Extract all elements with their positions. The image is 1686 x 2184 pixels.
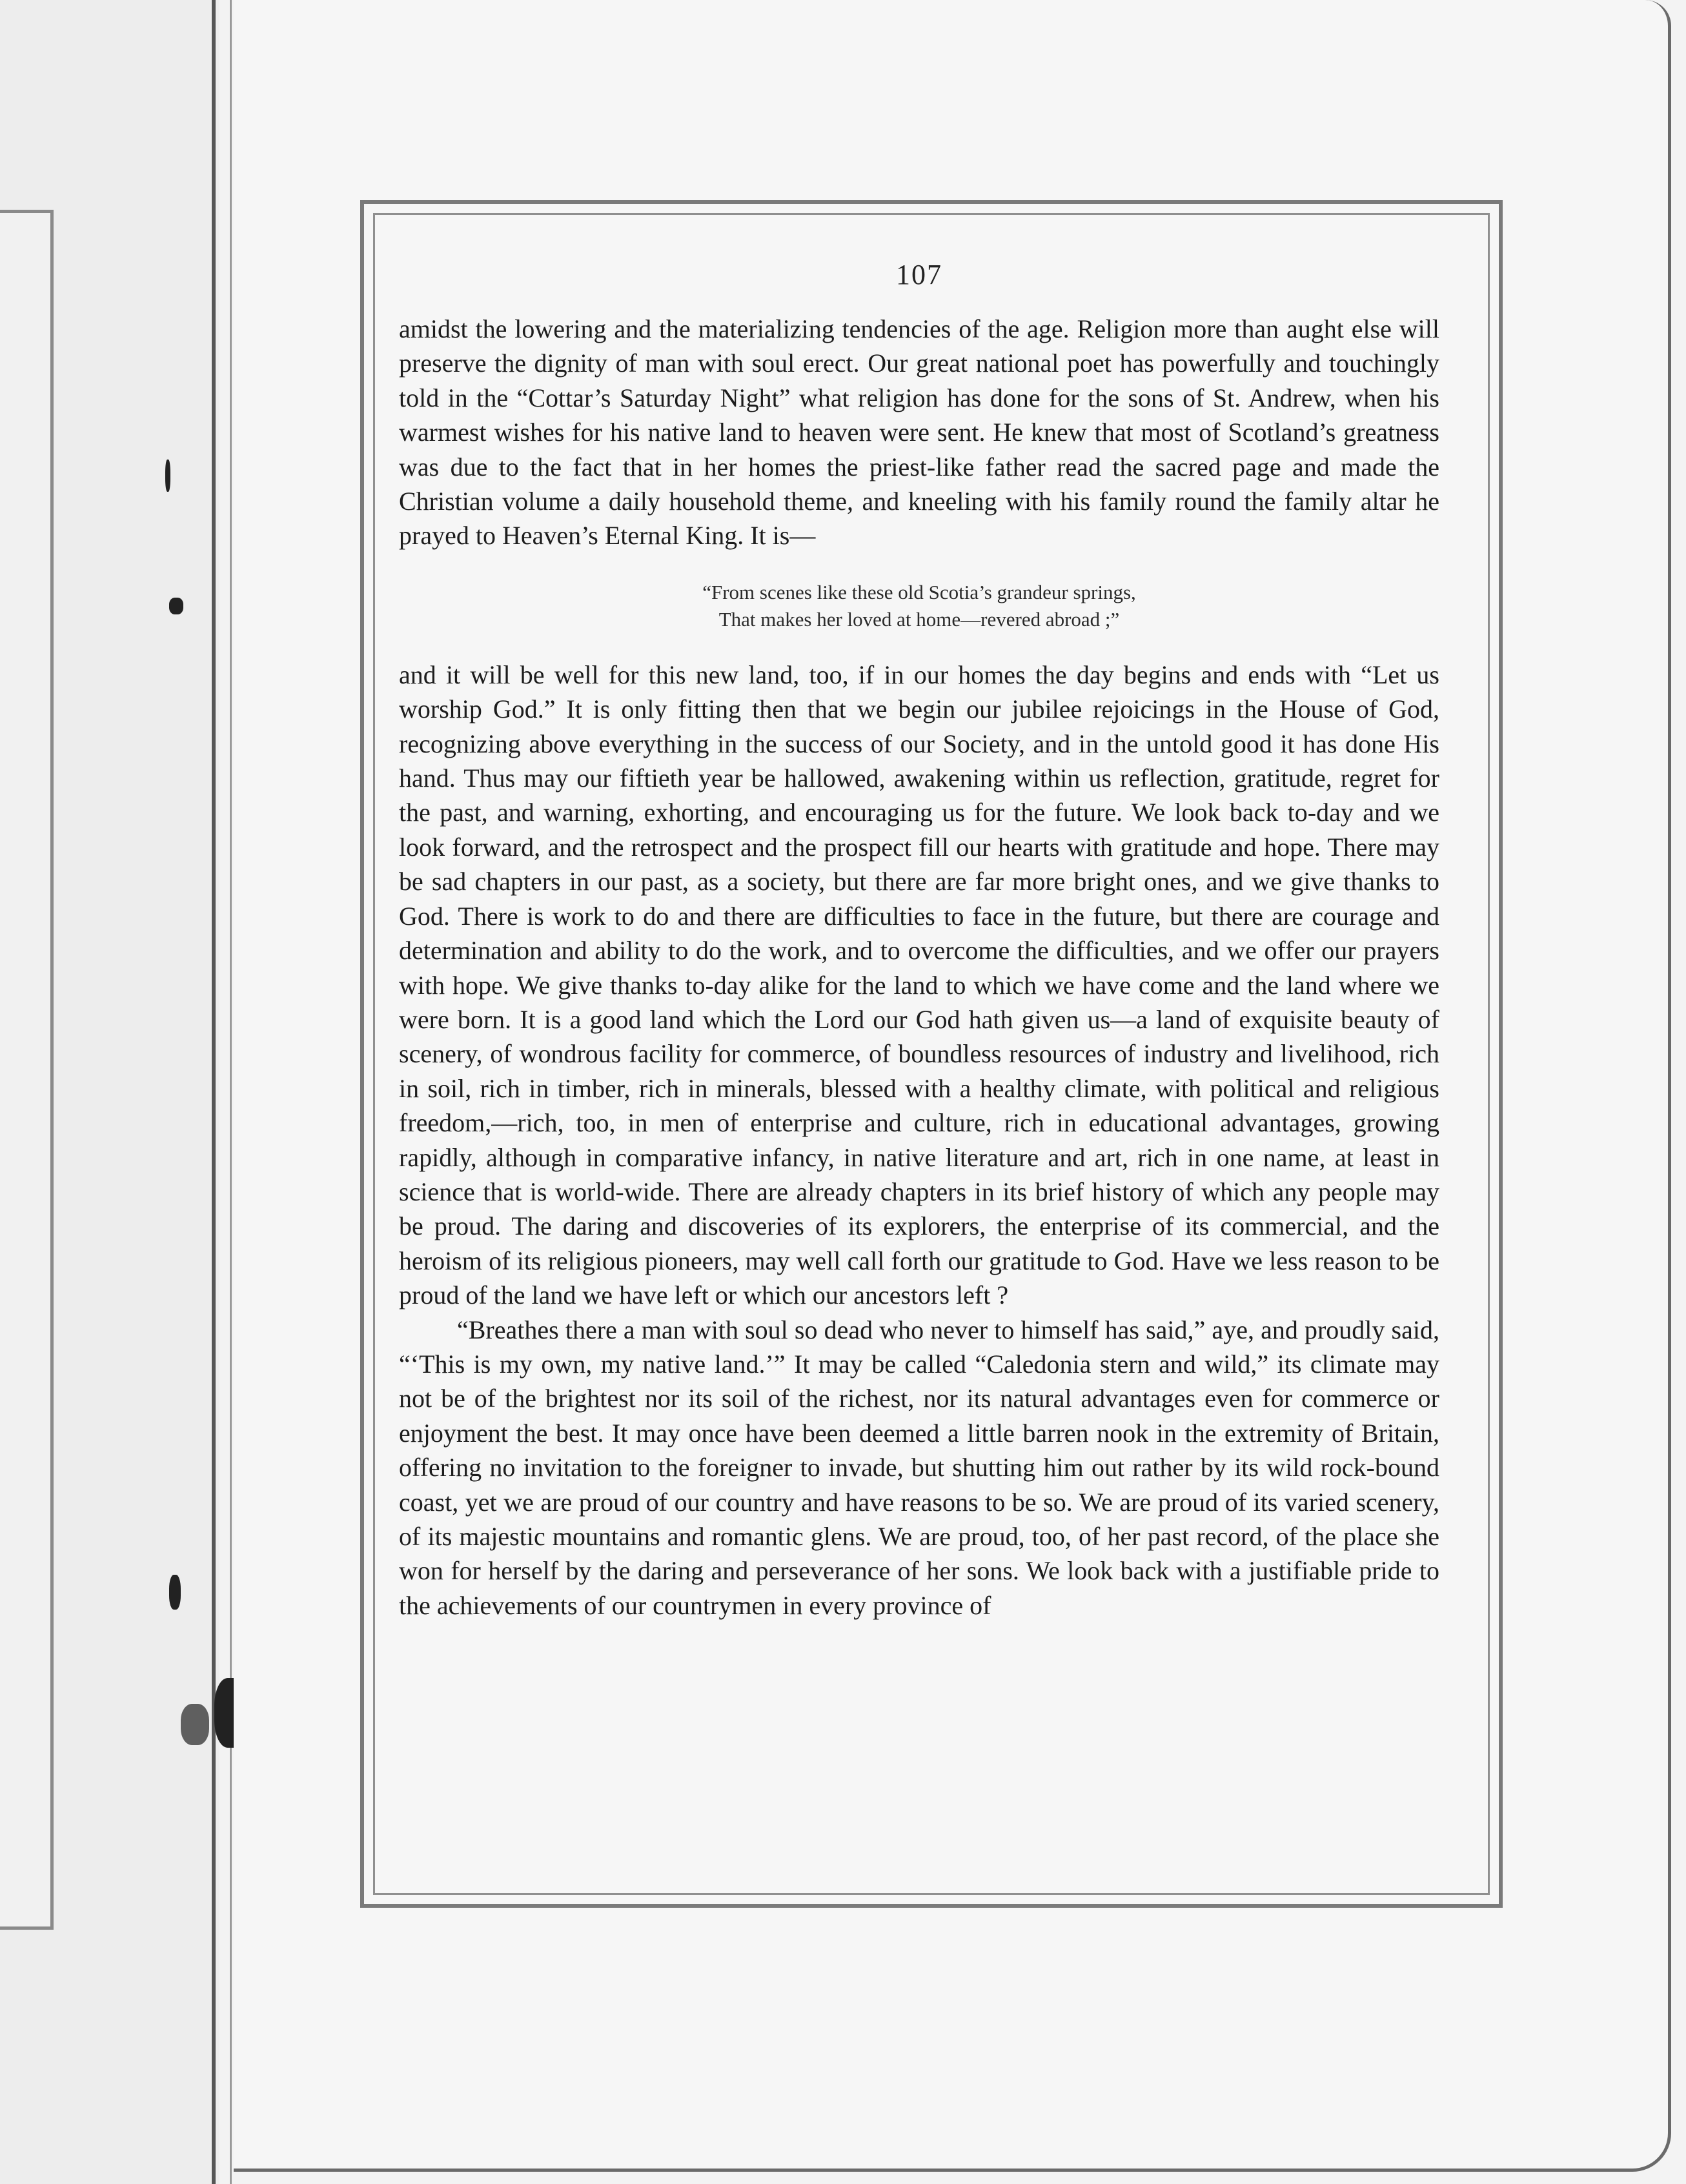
gutter-fold-shadow <box>230 0 232 2184</box>
previous-page-edge <box>0 210 54 1930</box>
verse-line: That makes her loved at home—revered abroad ;” <box>718 607 1120 631</box>
binding-mark <box>169 598 183 614</box>
gutter-fold <box>212 0 216 2184</box>
paragraph: amidst the lowering and the materializing tendencies of the age. Religion more than aught else will preserve the dignity of man with soul erect. Our great national poet has powerfully and touchingly told in the “Cottar’s Saturday Night” what religion has done for the sons of St. Andrew, when his warmest wishes for his native land to heaven were sent. He knew that most of Scotland’s greatness was due to the fact that in her homes the priest-like father read the sacred page and made the Christian volume a daily household theme, and kneeling with his family round the family altar he prayed to Heaven’s Eternal King. It is— <box>399 314 1439 551</box>
paragraph: “Breathes there a man with soul so dead who never to himself has said,” aye, and proudly said, “‘This is my own, my native land.’” It may be called “Caledonia stern and wild,” its climate may not be of the brightest nor its soil of the richest, nor its natural advantages even for commerce or enjoyment the best. It may once have been deemed a little barren nook in the extremity of Britain, offering no invitation to the foreigner to invade, but shutting him out rather by its wild rock-bound coast, yet we are proud of our country and have reasons to be so. We are proud of its varied scenery, of its majestic mountains and romantic glens. We are proud, too, of her past record, of the place she won for herself by the daring and perseverance of her sons. We look back with a justifiable pride to the achievements of our countrymen in every province of <box>399 1315 1439 1620</box>
page-number: 107 <box>896 259 942 290</box>
paragraph: and it will be well for this new land, too, if in our homes the day begins and ends with “Let us worship God.” It is only fitting then that we begin our jubilee rejoicings in the House of God, recognizing above everything in the success of our Society, and in the untold good it has done His hand. Thus may our fiftieth year be hallowed, awakening within us reflection, gratitude, regret for the past, and warning, exhorting, and encouraging us for the future. We look back to-day and we look forward, and the retrospect and the prospect fill our hearts with gratitude and hope. There may be sad chapters in our past, as a society, but there are far more bright ones, and we give thanks to God. There is work to do and there are difficulties to face in the future, but there are courage and determination and ability to do the work, and to overcome the difficulties, and we offer our prayers with hope. We give thanks to-day alike for the land to which we have come and the land where we were born. It is a good land which the Lord our God hath given us—a land of exquisite beauty of scenery, of wondrous facility for commerce, of boundless resources of industry and livelihood, rich in soil, rich in timber, rich in minerals, blessed with a healthy climate, with political and religious freedom,—rich, too, in men of enterprise and culture, rich in educational advantages, growing rapidly, although in comparative infancy, in native literature and art, rich in one name, at least in science that is world-wide. There are already chapters in its brief history of which any people may be proud. The daring and discoveries of its explorers, the enterprise of its commercial, and the heroism of its religious pioneers, may well call forth our gratitude to God. Have we less reason to be proud of the land we have left or which our ancestors left ? <box>399 660 1439 1310</box>
binding-mark <box>181 1704 209 1745</box>
binding-mark <box>169 1575 181 1610</box>
page-content <box>399 258 1439 1623</box>
binding-mark <box>165 460 170 492</box>
verse-line: “From scenes like these old Scotia’s grandeur springs, <box>702 580 1136 603</box>
binding-strip <box>0 0 219 2184</box>
verse-quote <box>399 579 1439 633</box>
